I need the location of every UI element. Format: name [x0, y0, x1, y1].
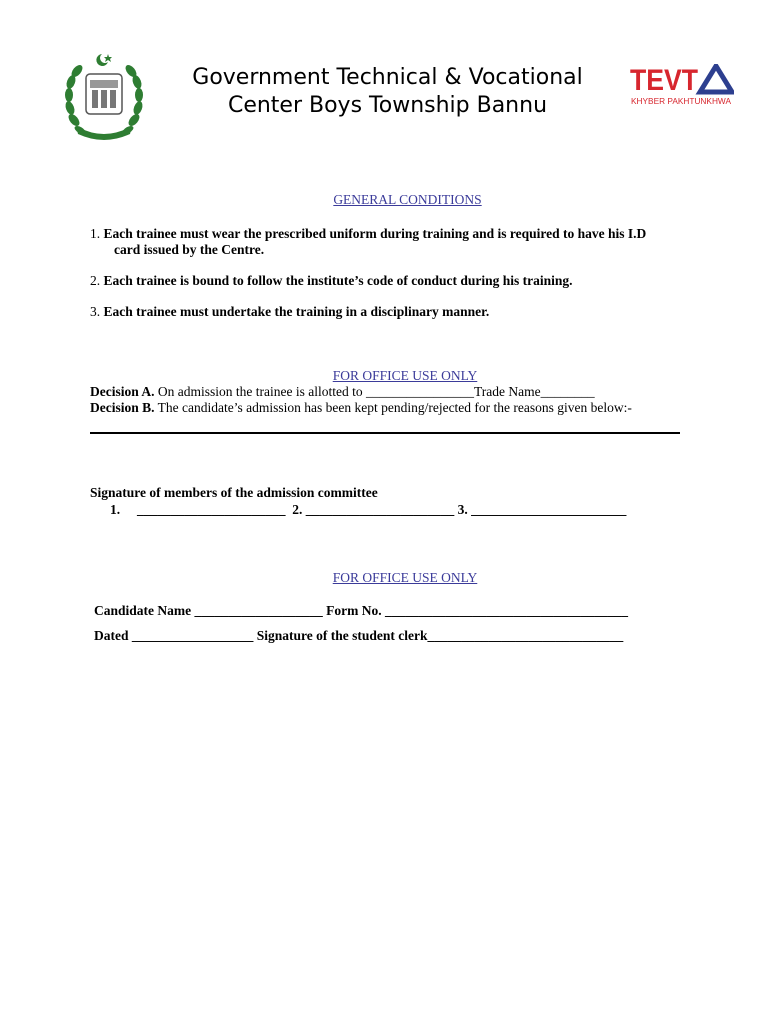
- kpk-seal-logo: [62, 50, 146, 140]
- condition-item-1: [90, 226, 680, 258]
- tevta-logo-wordmark: TEVT: [630, 64, 698, 97]
- decision-b-text: The candidate’s admission has been kept pending/rejected for the reasons given below:-: [157, 400, 632, 415]
- condition-item-3: [90, 304, 680, 320]
- decision-b-label: Decision B.: [90, 400, 155, 415]
- condition-number: 2.: [90, 273, 101, 288]
- office-use-heading-2: FOR OFFICE USE ONLY: [332, 570, 478, 585]
- decision-a-label: Decision A.: [90, 384, 155, 399]
- condition-text: Each trainee must undertake the training in a disciplinary manner.: [103, 304, 490, 319]
- institute-title: [170, 64, 605, 120]
- condition-text: Each trainee must wear the prescribed uniform during training and is required to have his I.D: [103, 226, 647, 241]
- committee-signature-lines: 1. ______________________ 2. ______________________ 3. _______________________: [110, 502, 627, 517]
- candidate-name-line: Candidate Name ___________________ Form No. ____________________________________: [94, 603, 628, 618]
- tevta-logo: [630, 64, 734, 108]
- title-line-1: Government Technical & Vocational: [192, 65, 583, 90]
- dated-signature-line: Dated __________________ Signature of the student clerk_____________________________: [94, 628, 624, 643]
- condition-item-2: [90, 273, 680, 289]
- decision-a-text: On admission the trainee is allotted to ________________Trade Name________: [157, 384, 595, 399]
- reasons-divider: [90, 432, 680, 434]
- condition-number: 3.: [90, 304, 101, 319]
- title-line-2: Center Boys Township Bannu: [227, 93, 548, 118]
- general-conditions-heading: GENERAL CONDITIONS: [333, 192, 482, 207]
- decision-a: [90, 384, 595, 400]
- condition-number: 1.: [90, 226, 101, 241]
- committee-label: Signature of members of the admission committee: [90, 485, 378, 500]
- condition-text: Each trainee is bound to follow the institute’s code of conduct during his training.: [103, 273, 573, 288]
- tevta-logo-subtext: KHYBER PAKHTUNKHWA: [631, 97, 732, 106]
- decision-b: [90, 400, 632, 416]
- office-use-heading-1: FOR OFFICE USE ONLY: [332, 368, 478, 383]
- condition-text-continued: card issued by the Centre.: [114, 242, 265, 257]
